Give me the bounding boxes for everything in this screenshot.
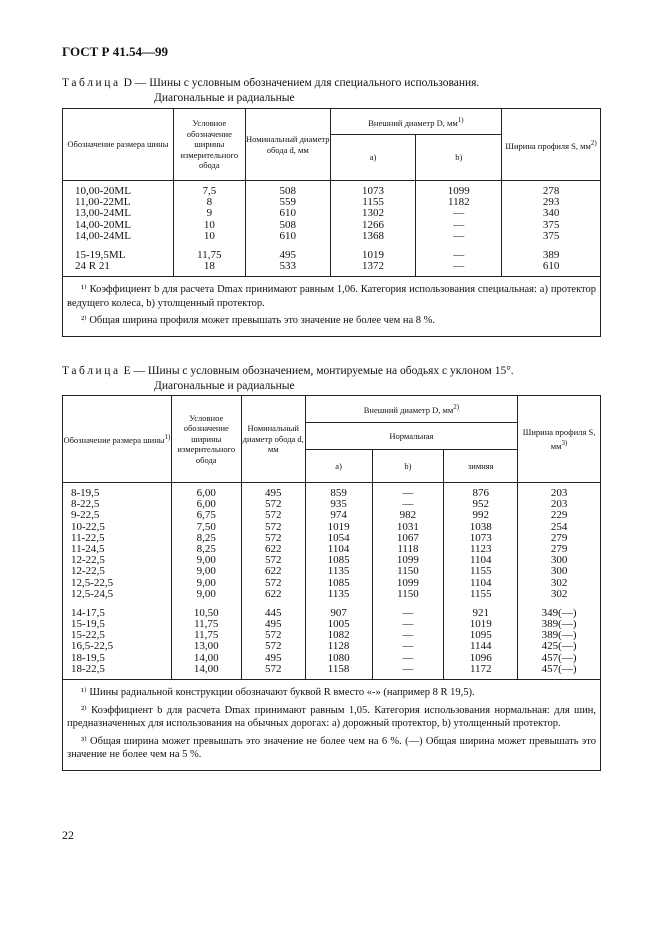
caption-text: — Шины с условным обозначением для специального использования. bbox=[134, 77, 480, 89]
table-cell: 572 bbox=[264, 520, 282, 533]
table-cell: 1005 bbox=[327, 618, 350, 631]
table-cell: 8-19,5 bbox=[71, 487, 100, 499]
table-cell: 12,5-24,5 bbox=[71, 587, 114, 600]
note: ²⁾ Общая ширина профиля может превышать это значение не более чем на 8 %. bbox=[81, 315, 436, 327]
header-normal: Нормальная bbox=[305, 423, 517, 450]
table-cell: 389(—) bbox=[541, 629, 577, 642]
table-cell: 13,00 bbox=[193, 640, 219, 653]
table-cell: 1368 bbox=[362, 229, 385, 242]
table-cell: 952 bbox=[472, 498, 489, 511]
table-cell: 1104 bbox=[469, 554, 492, 567]
table-cell: — bbox=[402, 640, 414, 653]
col-size bbox=[63, 483, 172, 680]
table-cell: 9 bbox=[206, 207, 213, 220]
header-a: а) bbox=[305, 450, 372, 483]
table-cell: — bbox=[453, 207, 465, 220]
table-cell: 389 bbox=[542, 248, 560, 261]
table-cell: 14,00 bbox=[193, 651, 219, 664]
table-cell: 18-19,5 bbox=[71, 651, 105, 664]
col-b bbox=[416, 181, 502, 277]
table-cell: 16,5-22,5 bbox=[71, 640, 114, 653]
table-cell: 1155 bbox=[469, 565, 492, 578]
table-cell: — bbox=[402, 651, 414, 664]
table-cell: 572 bbox=[264, 576, 282, 589]
table-cell: 300 bbox=[550, 554, 568, 567]
col-profile bbox=[502, 181, 601, 277]
table-cell: 1118 bbox=[397, 542, 419, 555]
table-cell: 1104 bbox=[327, 542, 350, 555]
table-cell: 1085 bbox=[327, 554, 350, 567]
table-cell: 7,50 bbox=[196, 520, 216, 533]
table-cell: 1104 bbox=[469, 576, 492, 589]
table-cell: 1019 bbox=[362, 248, 385, 261]
caption-id: E bbox=[123, 365, 131, 377]
caption-id: D bbox=[123, 77, 132, 89]
table-cell: 8,25 bbox=[196, 531, 216, 544]
caption-sub: Диагональные и радиальные bbox=[154, 92, 295, 104]
table-d-body bbox=[63, 181, 601, 277]
header-outer-diameter: Внешний диаметр D, $мм^{2)}$ bbox=[305, 396, 517, 423]
table-cell: — bbox=[402, 498, 414, 511]
table-cell: 1123 bbox=[469, 542, 492, 555]
table-cell: 1266 bbox=[362, 218, 385, 231]
table-cell: 1150 bbox=[397, 565, 419, 578]
table-cell: 8-22,5 bbox=[71, 498, 100, 511]
caption-label: Таблица bbox=[62, 77, 121, 89]
table-cell: 921 bbox=[472, 606, 489, 619]
table-cell: 1155 bbox=[469, 587, 492, 600]
table-cell: 992 bbox=[472, 509, 489, 522]
table-cell: 1135 bbox=[327, 565, 350, 578]
col-a bbox=[330, 181, 416, 277]
table-cell: 389(—) bbox=[541, 618, 577, 631]
table-cell: 1038 bbox=[469, 520, 492, 533]
table-cell: 1099 bbox=[396, 576, 419, 589]
header-outer-diameter: Внешний диаметр D, $мм^{1)}$ bbox=[330, 109, 502, 135]
table-cell: 495 bbox=[264, 487, 282, 499]
table-cell: 610 bbox=[542, 260, 560, 273]
table-cell: 14,00 bbox=[193, 662, 219, 675]
table-cell: 203 bbox=[550, 498, 568, 511]
table-cell: 425(—) bbox=[541, 640, 577, 653]
table-cell: 1135 bbox=[327, 587, 350, 600]
col-width bbox=[173, 181, 245, 277]
table-cell: 1080 bbox=[327, 651, 350, 664]
header-b: b) bbox=[416, 135, 502, 181]
table-cell: 495 bbox=[264, 618, 282, 631]
header-profile-width: Ширина профиля S, $мм^{3)}$ bbox=[518, 396, 601, 483]
table-cell: 622 bbox=[264, 542, 282, 555]
header-rim-width: Условное обозначение ширины измерительного обода bbox=[173, 109, 245, 181]
table-cell: 11,75 bbox=[197, 248, 222, 261]
table-cell: 508 bbox=[279, 185, 296, 197]
table-cell: 12,5-22,5 bbox=[71, 576, 114, 589]
table-cell: 1172 bbox=[469, 662, 492, 675]
table-cell: 1085 bbox=[327, 576, 350, 589]
table-cell: 293 bbox=[542, 196, 560, 209]
table-cell: 1182 bbox=[448, 196, 470, 209]
table-cell: 10 bbox=[203, 218, 215, 231]
table-cell: 6,75 bbox=[196, 509, 216, 522]
table-cell: 495 bbox=[279, 248, 296, 261]
table-cell: 1150 bbox=[397, 587, 419, 600]
table-e-notes bbox=[63, 680, 601, 771]
table-cell: 495 bbox=[264, 651, 282, 664]
table-cell: 11,00-22ML bbox=[75, 196, 131, 209]
table-cell: — bbox=[402, 606, 414, 619]
table-cell: 14,00-24ML bbox=[75, 229, 131, 242]
table-cell: 982 bbox=[399, 509, 417, 522]
table-cell: — bbox=[402, 487, 414, 499]
table-cell: 14-17,5 bbox=[71, 606, 105, 619]
table-cell: 1031 bbox=[396, 520, 419, 533]
note: ¹⁾ Коэффициент b для расчета Dmax принимают равным 1,06. Категория использования специальная: a) протектор ведущего колеса, b) утолщенный протектор. bbox=[67, 284, 596, 309]
table-cell: 10 bbox=[203, 229, 215, 242]
table-cell: 508 bbox=[279, 218, 296, 231]
header-rim-diameter: Номинальный диаметр обода d, мм bbox=[245, 109, 330, 181]
table-cell: 572 bbox=[264, 554, 282, 567]
table-cell: 203 bbox=[550, 487, 568, 499]
table-cell: 10,00-20ML bbox=[75, 185, 131, 197]
table-cell: — bbox=[453, 229, 465, 242]
table-cell: — bbox=[402, 618, 414, 631]
table-cell: 7,5 bbox=[202, 185, 217, 197]
table-cell: 9,00 bbox=[196, 554, 216, 567]
table-cell: 457(—) bbox=[541, 651, 577, 664]
caption-text: — Шины с условным обозначением, монтируемые на ободьях с уклоном 15°. bbox=[133, 365, 514, 377]
table-cell: 340 bbox=[542, 207, 560, 220]
table-cell: 1067 bbox=[396, 531, 419, 544]
table-cell: 12-22,5 bbox=[71, 554, 105, 567]
table-cell: 1019 bbox=[469, 618, 492, 631]
table-cell: — bbox=[402, 629, 414, 642]
col-profile bbox=[518, 483, 601, 680]
table-cell: 457(—) bbox=[541, 662, 577, 675]
col-rim bbox=[241, 483, 305, 680]
header-winter: зимняя bbox=[444, 450, 518, 483]
table-cell: 11,75 bbox=[194, 629, 219, 642]
table-cell: 10-22,5 bbox=[71, 520, 105, 533]
table-cell: 610 bbox=[279, 207, 296, 220]
col-rim bbox=[245, 181, 330, 277]
table-cell: 349(—) bbox=[541, 606, 577, 619]
table-cell: 300 bbox=[550, 565, 568, 578]
col-size bbox=[63, 181, 174, 277]
col-width bbox=[171, 483, 241, 680]
table-cell: 279 bbox=[550, 542, 568, 555]
table-cell: — bbox=[453, 218, 465, 231]
table-d-caption bbox=[62, 76, 479, 106]
table-cell: 302 bbox=[550, 576, 568, 589]
table-cell: 622 bbox=[264, 565, 282, 578]
table-cell: 229 bbox=[550, 509, 568, 522]
table-cell: 8 bbox=[206, 196, 213, 209]
table-cell: 375 bbox=[542, 229, 560, 242]
table-cell: 1155 bbox=[362, 196, 384, 209]
header-rim-diameter: Номинальный диаметр обода d, мм bbox=[241, 396, 305, 483]
table-cell: 935 bbox=[330, 498, 347, 511]
table-cell: 1372 bbox=[362, 260, 385, 273]
table-cell: 572 bbox=[264, 640, 282, 653]
table-cell: 974 bbox=[330, 509, 347, 522]
table-cell: 18-22,5 bbox=[71, 662, 105, 675]
header-size: Обозначение размера шины bbox=[63, 109, 174, 181]
note: ³⁾ Общая ширина может превышать это значение не более чем на 6 %. (—) Общая ширина может превышать это значение не более чем на 5 %. bbox=[67, 735, 596, 760]
table-cell: 13,00-24ML bbox=[75, 207, 131, 220]
note: ²⁾ Коэффициент b для расчета Dmax принимают равным 1,05. Категория использования нормальная: для шин, предназначенных для использования на обычных дорогах: a) дорожный протектор, b) утолщенный протектор. bbox=[67, 704, 596, 729]
table-cell: 1302 bbox=[362, 207, 385, 220]
table-cell: 15-19,5ML bbox=[75, 248, 126, 261]
table-cell: 15-22,5 bbox=[71, 629, 105, 642]
table-cell: 1158 bbox=[327, 662, 350, 675]
table-cell: 876 bbox=[472, 487, 489, 499]
table-cell: 1128 bbox=[327, 640, 350, 653]
table-cell: 9,00 bbox=[196, 576, 216, 589]
table-cell: 907 bbox=[330, 606, 347, 619]
table-cell: 559 bbox=[279, 196, 296, 209]
table-cell: 15-19,5 bbox=[71, 618, 105, 631]
table-cell: 8,25 bbox=[196, 542, 216, 555]
table-cell: 9,00 bbox=[196, 565, 216, 578]
table-cell: 1082 bbox=[327, 629, 350, 642]
header-size: Обозначение размера шины$^{1)}$ bbox=[63, 396, 172, 483]
table-cell: 14,00-20ML bbox=[75, 218, 131, 231]
col-b bbox=[372, 483, 444, 680]
table-cell: 375 bbox=[542, 218, 560, 231]
table-e-body bbox=[63, 483, 601, 680]
table-cell: 11,75 bbox=[194, 618, 219, 631]
page-number: 22 bbox=[62, 828, 74, 842]
table-cell: 11-22,5 bbox=[71, 531, 105, 544]
table-cell: 9-22,5 bbox=[71, 509, 100, 522]
table-cell: — bbox=[453, 260, 465, 273]
table-cell: 610 bbox=[279, 229, 296, 242]
header-b: b) bbox=[372, 450, 444, 483]
table-cell: 302 bbox=[550, 587, 568, 600]
document-code: ГОСТ Р 41.54—99 bbox=[62, 44, 168, 59]
table-cell: 1099 bbox=[447, 185, 470, 197]
table-cell: 10,50 bbox=[193, 606, 219, 619]
table-cell: 1099 bbox=[396, 554, 419, 567]
table-cell: 278 bbox=[542, 185, 560, 197]
table-cell: 1144 bbox=[469, 640, 492, 653]
table-cell: 572 bbox=[264, 629, 282, 642]
table-cell: 445 bbox=[264, 606, 282, 619]
table-cell: 18 bbox=[203, 260, 215, 273]
table-cell: 279 bbox=[550, 531, 568, 544]
caption-label: Таблица bbox=[62, 365, 121, 377]
table-cell: — bbox=[402, 662, 414, 675]
note: ¹⁾ Шины радиальной конструкции обозначают буквой R вместо «-» (например 8 R 19,5). bbox=[81, 687, 475, 698]
caption-sub: Диагональные и радиальные bbox=[154, 380, 295, 392]
table-cell: 533 bbox=[279, 260, 296, 273]
table-cell: 6,00 bbox=[196, 498, 216, 511]
col-winter bbox=[444, 483, 518, 680]
table-cell: 572 bbox=[264, 498, 282, 511]
table-cell: 572 bbox=[264, 531, 282, 544]
table-cell: 1073 bbox=[469, 531, 492, 544]
table-cell: 11-24,5 bbox=[71, 542, 105, 555]
table-d bbox=[62, 108, 601, 337]
header-a: а) bbox=[330, 135, 416, 181]
table-cell: 622 bbox=[264, 587, 282, 600]
table-cell: 1096 bbox=[469, 651, 492, 664]
col-a bbox=[305, 483, 372, 680]
table-e-caption bbox=[62, 364, 514, 394]
table-cell: 572 bbox=[264, 509, 282, 522]
table-cell: 1073 bbox=[362, 185, 385, 197]
table-e bbox=[62, 395, 601, 771]
table-cell: 9,00 bbox=[196, 587, 216, 600]
table-cell: 1019 bbox=[327, 520, 350, 533]
table-cell: 1054 bbox=[327, 531, 350, 544]
table-d-notes bbox=[63, 277, 601, 337]
table-cell: 254 bbox=[550, 520, 568, 533]
table-cell: — bbox=[453, 248, 465, 261]
table-cell: 6,00 bbox=[196, 487, 216, 499]
table-cell: 12-22,5 bbox=[71, 565, 105, 578]
table-cell: 24 R 21 bbox=[75, 260, 110, 273]
table-cell: 859 bbox=[330, 487, 347, 499]
header-rim-width: Условное обозначение ширины измерительного обода bbox=[171, 396, 241, 483]
header-profile-width: Ширина профиля S, $мм^{2)}$ bbox=[502, 109, 601, 181]
table-cell: 572 bbox=[264, 662, 282, 675]
table-cell: 1095 bbox=[469, 629, 492, 642]
